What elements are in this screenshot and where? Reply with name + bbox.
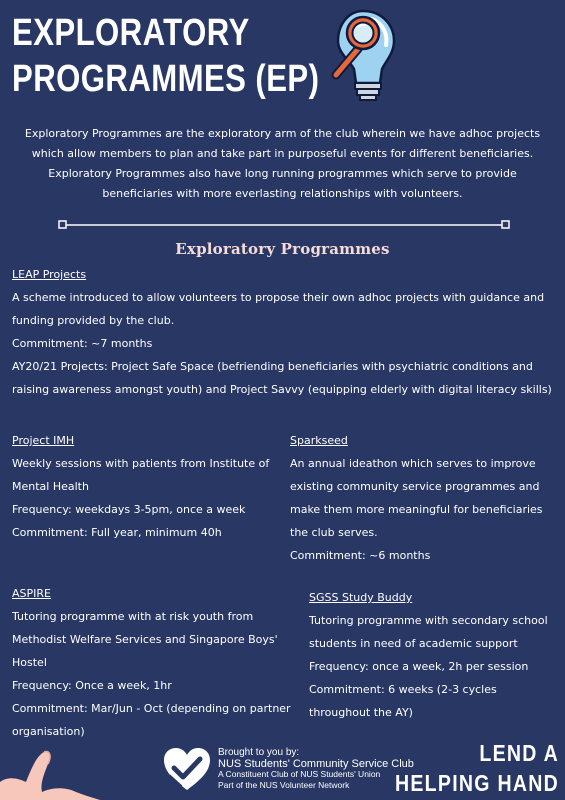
- page-title: [12, 10, 319, 102]
- programme-sparkseed: [290, 429, 555, 567]
- hand-illustration-icon: [0, 742, 100, 800]
- title-line-2: PROGRAMMES (EP): [12, 58, 320, 100]
- programme-description: A scheme introduced to allow volunteers to propose their own adhoc projects with guidance and funding provided by the club.: [12, 291, 545, 327]
- slogan: [395, 738, 559, 798]
- programme-description: Weekly sessions with patients from Institute of Mental Health: [12, 457, 270, 493]
- programme-heading: ASPIRE: [12, 587, 51, 600]
- intro-paragraph: Exploratory Programmes are the exploratory arm of the club wherein we have adhoc projects which allow members to plan and take part in purposeful events for different beneficiaries. Exploratory Programmes also have long running programmes which serve to provide beneficiaries with more everlasting relationships with volunteers.: [24, 127, 541, 200]
- programme-leap: [12, 263, 557, 401]
- programme-sgss: [309, 586, 559, 724]
- programme-frequency: Frequency: once a week, 2h per session: [309, 660, 529, 673]
- magnifier-lightbulb-icon: [328, 5, 398, 105]
- programme-description: An annual ideathon which serves to improve existing community service programmes and make them more meaningful for beneficiaries the club serves.: [290, 457, 543, 539]
- slogan-line-1: LEND A: [479, 740, 559, 766]
- programme-heading: Sparkseed: [290, 434, 348, 447]
- brought-by-text: Brought to you by:: [218, 747, 300, 758]
- constituent-text: A Constituent Club of NUS Students' Union: [218, 769, 381, 779]
- programme-heading: SGSS Study Buddy: [309, 591, 413, 604]
- programme-description: Tutoring programme with secondary school students in need of academic support: [309, 614, 548, 650]
- programme-commitment: Commitment: Mar/Jun - Oct (depending on partner organisation): [12, 702, 291, 738]
- programme-description: Tutoring programme with at risk youth from Methodist Welfare Services and Singapore Boys' Hostel: [12, 610, 278, 669]
- slogan-line-2: HELPING HAND: [394, 770, 559, 796]
- section-title: Exploratory Programmes: [175, 240, 390, 258]
- programme-heading: Project IMH: [12, 434, 75, 447]
- title-line-1: EXPLORATORY: [12, 12, 250, 54]
- programme-commitment: Commitment: ~6 months: [290, 549, 431, 562]
- programme-commitment: Commitment: Full year, minimum 40h: [12, 526, 222, 539]
- club-name: NUS Students' Community Service Club: [218, 757, 414, 770]
- programme-imh: [12, 429, 277, 544]
- programme-projects: AY20/21 Projects: Project Safe Space (befriending beneficiaries with psychiatric conditions and raising awareness amongst youth) and Project Savvy (equipping elderly with digital literacy skills): [12, 360, 552, 396]
- heart-check-logo-icon: [161, 746, 213, 792]
- divider-line: [58, 220, 510, 230]
- programme-commitment: Commitment: 6 weeks (2-3 cycles throughout the AY): [309, 683, 497, 719]
- programme-heading: LEAP Projects: [12, 268, 87, 281]
- programme-frequency: Frequency: weekdays 3-5pm, once a week: [12, 503, 246, 516]
- programme-aspire: [12, 582, 292, 743]
- network-text: Part of the NUS Volunteer Network: [218, 779, 350, 790]
- programme-commitment: Commitment: ~7 months: [12, 337, 153, 350]
- programme-frequency: Frequency: Once a week, 1hr: [12, 679, 172, 692]
